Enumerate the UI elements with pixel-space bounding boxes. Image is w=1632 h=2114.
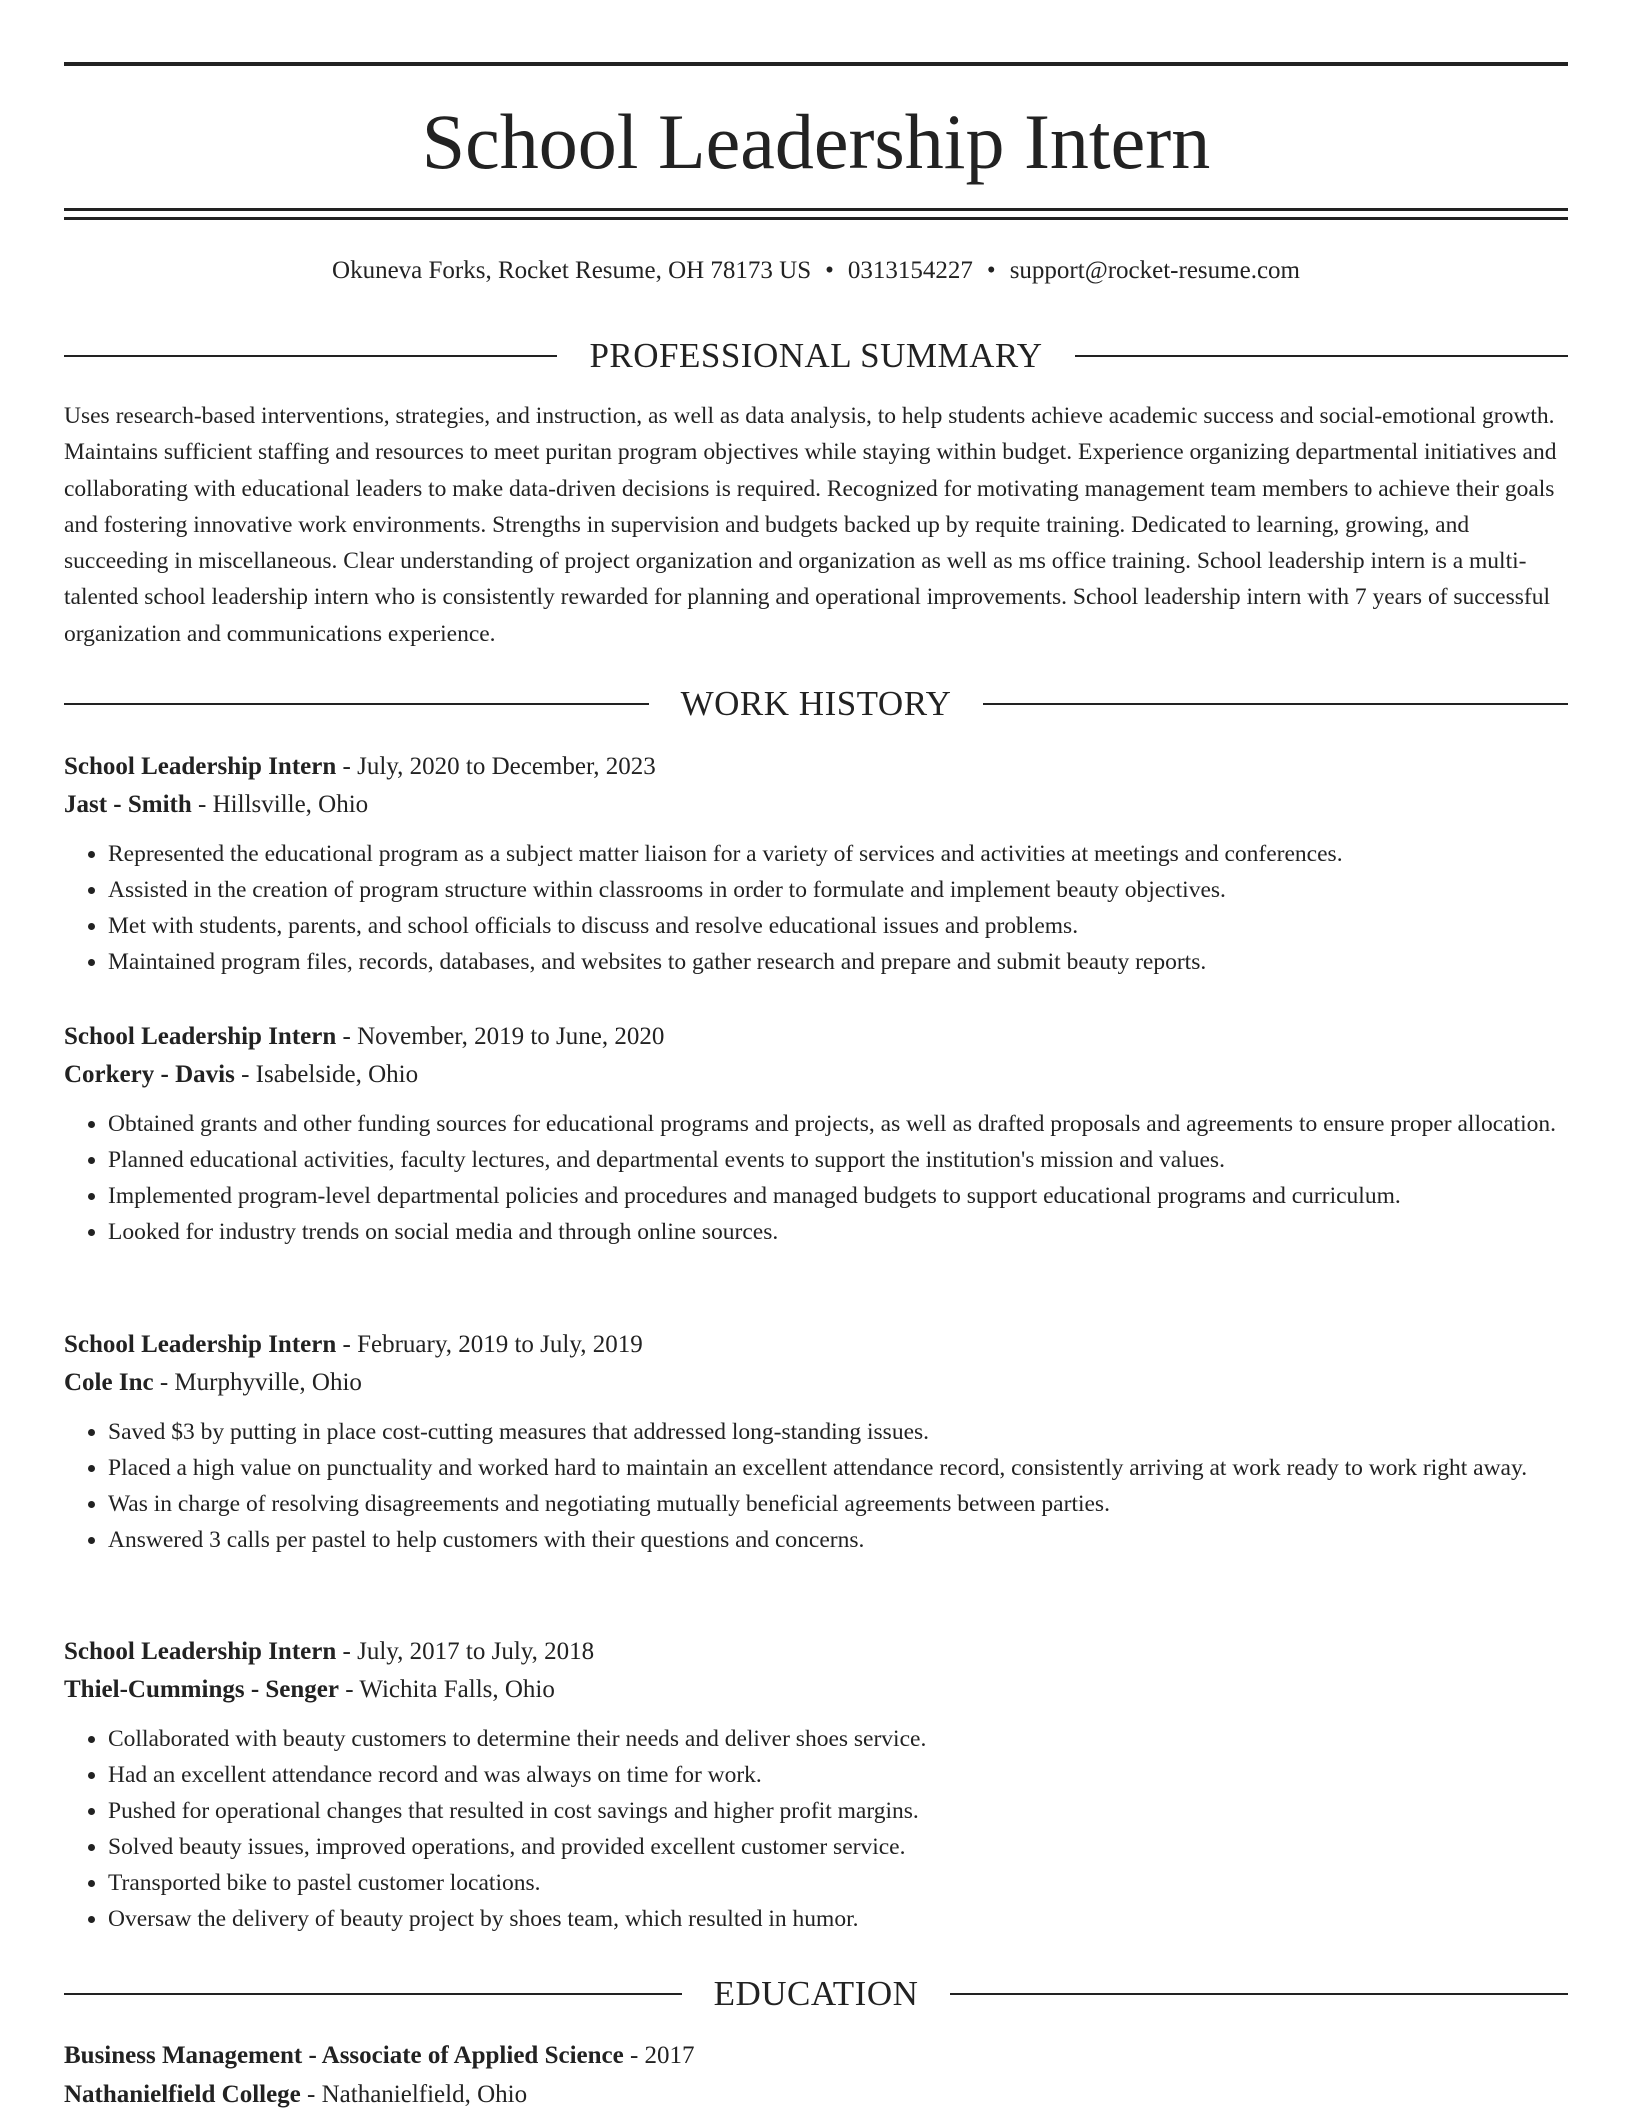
job-location: Wichita Falls, Ohio xyxy=(359,1676,555,1703)
job-entry xyxy=(64,1326,1568,1558)
summary-text: Uses research-based interventions, strategies, and instruction, as well as data analysis, to help students achieve academic success and social-emotional growth. Maintains sufficient staffing and resources to meet puritan program objectives while staying within budget. Experience organizing departmental initiatives and collaborating with educational leaders to make data-driven decisions is required. Recognized for motivating management team members to achieve their goals and fostering innovative work environments. Strengths in supervision and budgets backed up by requite training. Dedicated to learning, growing, and succeeding in miscellaneous. Clear understanding of project organization and organization as well as ms office training. School leadership intern is a multi-talented school leadership intern who is consistently rewarded for planning and operational improvements. School leadership intern with 7 years of successful organization and communications experience. xyxy=(64,403,1557,647)
job-title: School Leadership Intern xyxy=(64,753,337,780)
job-bullet: • Collaborated with beauty customers to determine their needs and deliver shoes service. xyxy=(108,1721,1568,1757)
job-title-line: School Leadership Intern - July, 2017 to July, 2018 xyxy=(64,1638,595,1665)
heading-rule-right xyxy=(950,1993,1568,1995)
job-dates: February, 2019 to July, 2019 xyxy=(357,1331,643,1358)
job-bullet: • Transported bike to pastel customer locations. xyxy=(108,1865,1568,1901)
job-location: Murphyville, Ohio xyxy=(174,1369,362,1396)
job-title: School Leadership Intern xyxy=(64,1331,337,1358)
education-location: Nathanielfield, Ohio xyxy=(321,2081,528,2108)
heading-rule-left xyxy=(64,355,557,357)
job-bullet: • Saved $3 by putting in place cost-cutting measures that addressed long-standing issues. xyxy=(108,1414,1568,1450)
job-title-line: School Leadership Intern - February, 2019 to July, 2019 xyxy=(64,1331,643,1358)
heading-rule-right xyxy=(1075,355,1568,357)
contact-separator: • xyxy=(825,257,834,284)
job-title: School Leadership Intern xyxy=(64,1023,337,1050)
job-bullet: • Answered 3 calls per pastel to help customers with their questions and concerns. xyxy=(108,1522,1568,1558)
job-dates: November, 2019 to June, 2020 xyxy=(357,1023,665,1050)
job-bullet: • Assisted in the creation of program structure within classrooms in order to formulate and implement beauty objectives. xyxy=(108,872,1568,908)
job-bullet: • Looked for industry trends on social media and through online sources. xyxy=(108,1214,1568,1250)
job-bullets xyxy=(64,1721,1568,1937)
job-bullet: • Represented the educational program as a subject matter liaison for a variety of services and activities at meetings and conferences. xyxy=(108,836,1568,872)
job-bullet: • Placed a high value on punctuality and worked hard to maintain an excellent attendance record, consistently arriving at work ready to work right away. xyxy=(108,1450,1568,1486)
job-company-line: Corkery - Davis - Isabelside, Ohio xyxy=(64,1061,419,1088)
job-location: Hillsville, Ohio xyxy=(212,791,369,818)
heading-rule-left xyxy=(64,1993,682,1995)
job-entry xyxy=(64,748,1568,980)
contact-email: support@rocket-resume.com xyxy=(1009,257,1300,284)
job-bullet: • Obtained grants and other funding sources for educational programs and projects, as well as drafted proposals and agreements to ensure proper allocation. xyxy=(108,1106,1568,1142)
job-bullet: • Implemented program-level departmental policies and procedures and managed budgets to support educational programs and curriculum. xyxy=(108,1178,1568,1214)
job-company: Thiel-Cummings - Senger xyxy=(64,1676,339,1703)
education-degree: Business Management - Associate of Applied Science xyxy=(64,2042,624,2069)
work-history-heading-label: WORK HISTORY xyxy=(680,684,952,723)
job-company-line: Cole Inc - Murphyville, Ohio xyxy=(64,1369,362,1396)
job-company-line: Jast - Smith - Hillsville, Ohio xyxy=(64,791,369,818)
summary-heading xyxy=(64,334,1568,378)
candidate-name: School Leadership Intern xyxy=(421,98,1211,185)
job-dates: July, 2020 to December, 2023 xyxy=(357,753,656,780)
heading-rule-left xyxy=(64,703,649,705)
education-heading xyxy=(64,1972,1568,2016)
job-bullet: • Met with students, parents, and school officials to discuss and resolve educational issues and problems. xyxy=(108,908,1568,944)
work-history-heading xyxy=(64,682,1568,726)
education-entry xyxy=(64,2036,1568,2114)
job-entry xyxy=(64,1633,1568,1937)
education-heading-label: EDUCATION xyxy=(713,1974,919,2013)
contact-separator: • xyxy=(986,257,996,284)
job-bullet: • Oversaw the delivery of beauty project by shoes team, which resulted in humor. xyxy=(108,1901,1568,1937)
job-bullet: • Maintained program files, records, databases, and websites to gather research and prepare and submit beauty reports. xyxy=(108,944,1568,980)
job-entry xyxy=(64,1018,1568,1250)
job-location: Isabelside, Ohio xyxy=(255,1061,419,1088)
summary-heading-label: PROFESSIONAL SUMMARY xyxy=(589,336,1043,375)
job-company: Corkery - Davis xyxy=(64,1061,235,1088)
job-bullet: • Was in charge of resolving disagreements and negotiating mutually beneficial agreements between parties. xyxy=(108,1486,1568,1522)
education-year: 2017 xyxy=(644,2042,695,2069)
double-rule xyxy=(64,208,1568,220)
job-dates: July, 2017 to July, 2018 xyxy=(357,1638,595,1665)
job-bullet: • Solved beauty issues, improved operations, and provided excellent customer service. xyxy=(108,1829,1568,1865)
job-title-line: School Leadership Intern - July, 2020 to December, 2023 xyxy=(64,753,656,780)
top-rule xyxy=(64,62,1568,66)
education-school-line: Nathanielfield College - Nathanielfield, Ohio xyxy=(64,2081,528,2108)
job-title: School Leadership Intern xyxy=(64,1638,337,1665)
job-bullets xyxy=(64,1106,1568,1250)
job-company-line: Thiel-Cummings - Senger - Wichita Falls, Ohio xyxy=(64,1676,555,1703)
job-bullet: • Planned educational activities, faculty lectures, and departmental events to support the institution's mission and values. xyxy=(108,1142,1568,1178)
education-school: Nathanielfield College xyxy=(64,2081,301,2108)
contact-phone: 0313154227 xyxy=(847,257,973,284)
job-bullets xyxy=(64,836,1568,980)
contact-address: Okuneva Forks, Rocket Resume, OH 78173 US xyxy=(332,257,812,284)
contact-line xyxy=(64,254,1568,288)
job-bullet: • Had an excellent attendance record and was always on time for work. xyxy=(108,1757,1568,1793)
heading-rule-right xyxy=(983,703,1568,705)
job-bullets xyxy=(64,1414,1568,1558)
job-bullet: • Pushed for operational changes that resulted in cost savings and higher profit margins. xyxy=(108,1793,1568,1829)
job-company: Jast - Smith xyxy=(64,791,192,818)
job-company: Cole Inc xyxy=(64,1369,154,1396)
education-degree-line: Business Management - Associate of Applied Science - 2017 xyxy=(64,2042,695,2069)
job-title-line: School Leadership Intern - November, 2019 to June, 2020 xyxy=(64,1023,665,1050)
